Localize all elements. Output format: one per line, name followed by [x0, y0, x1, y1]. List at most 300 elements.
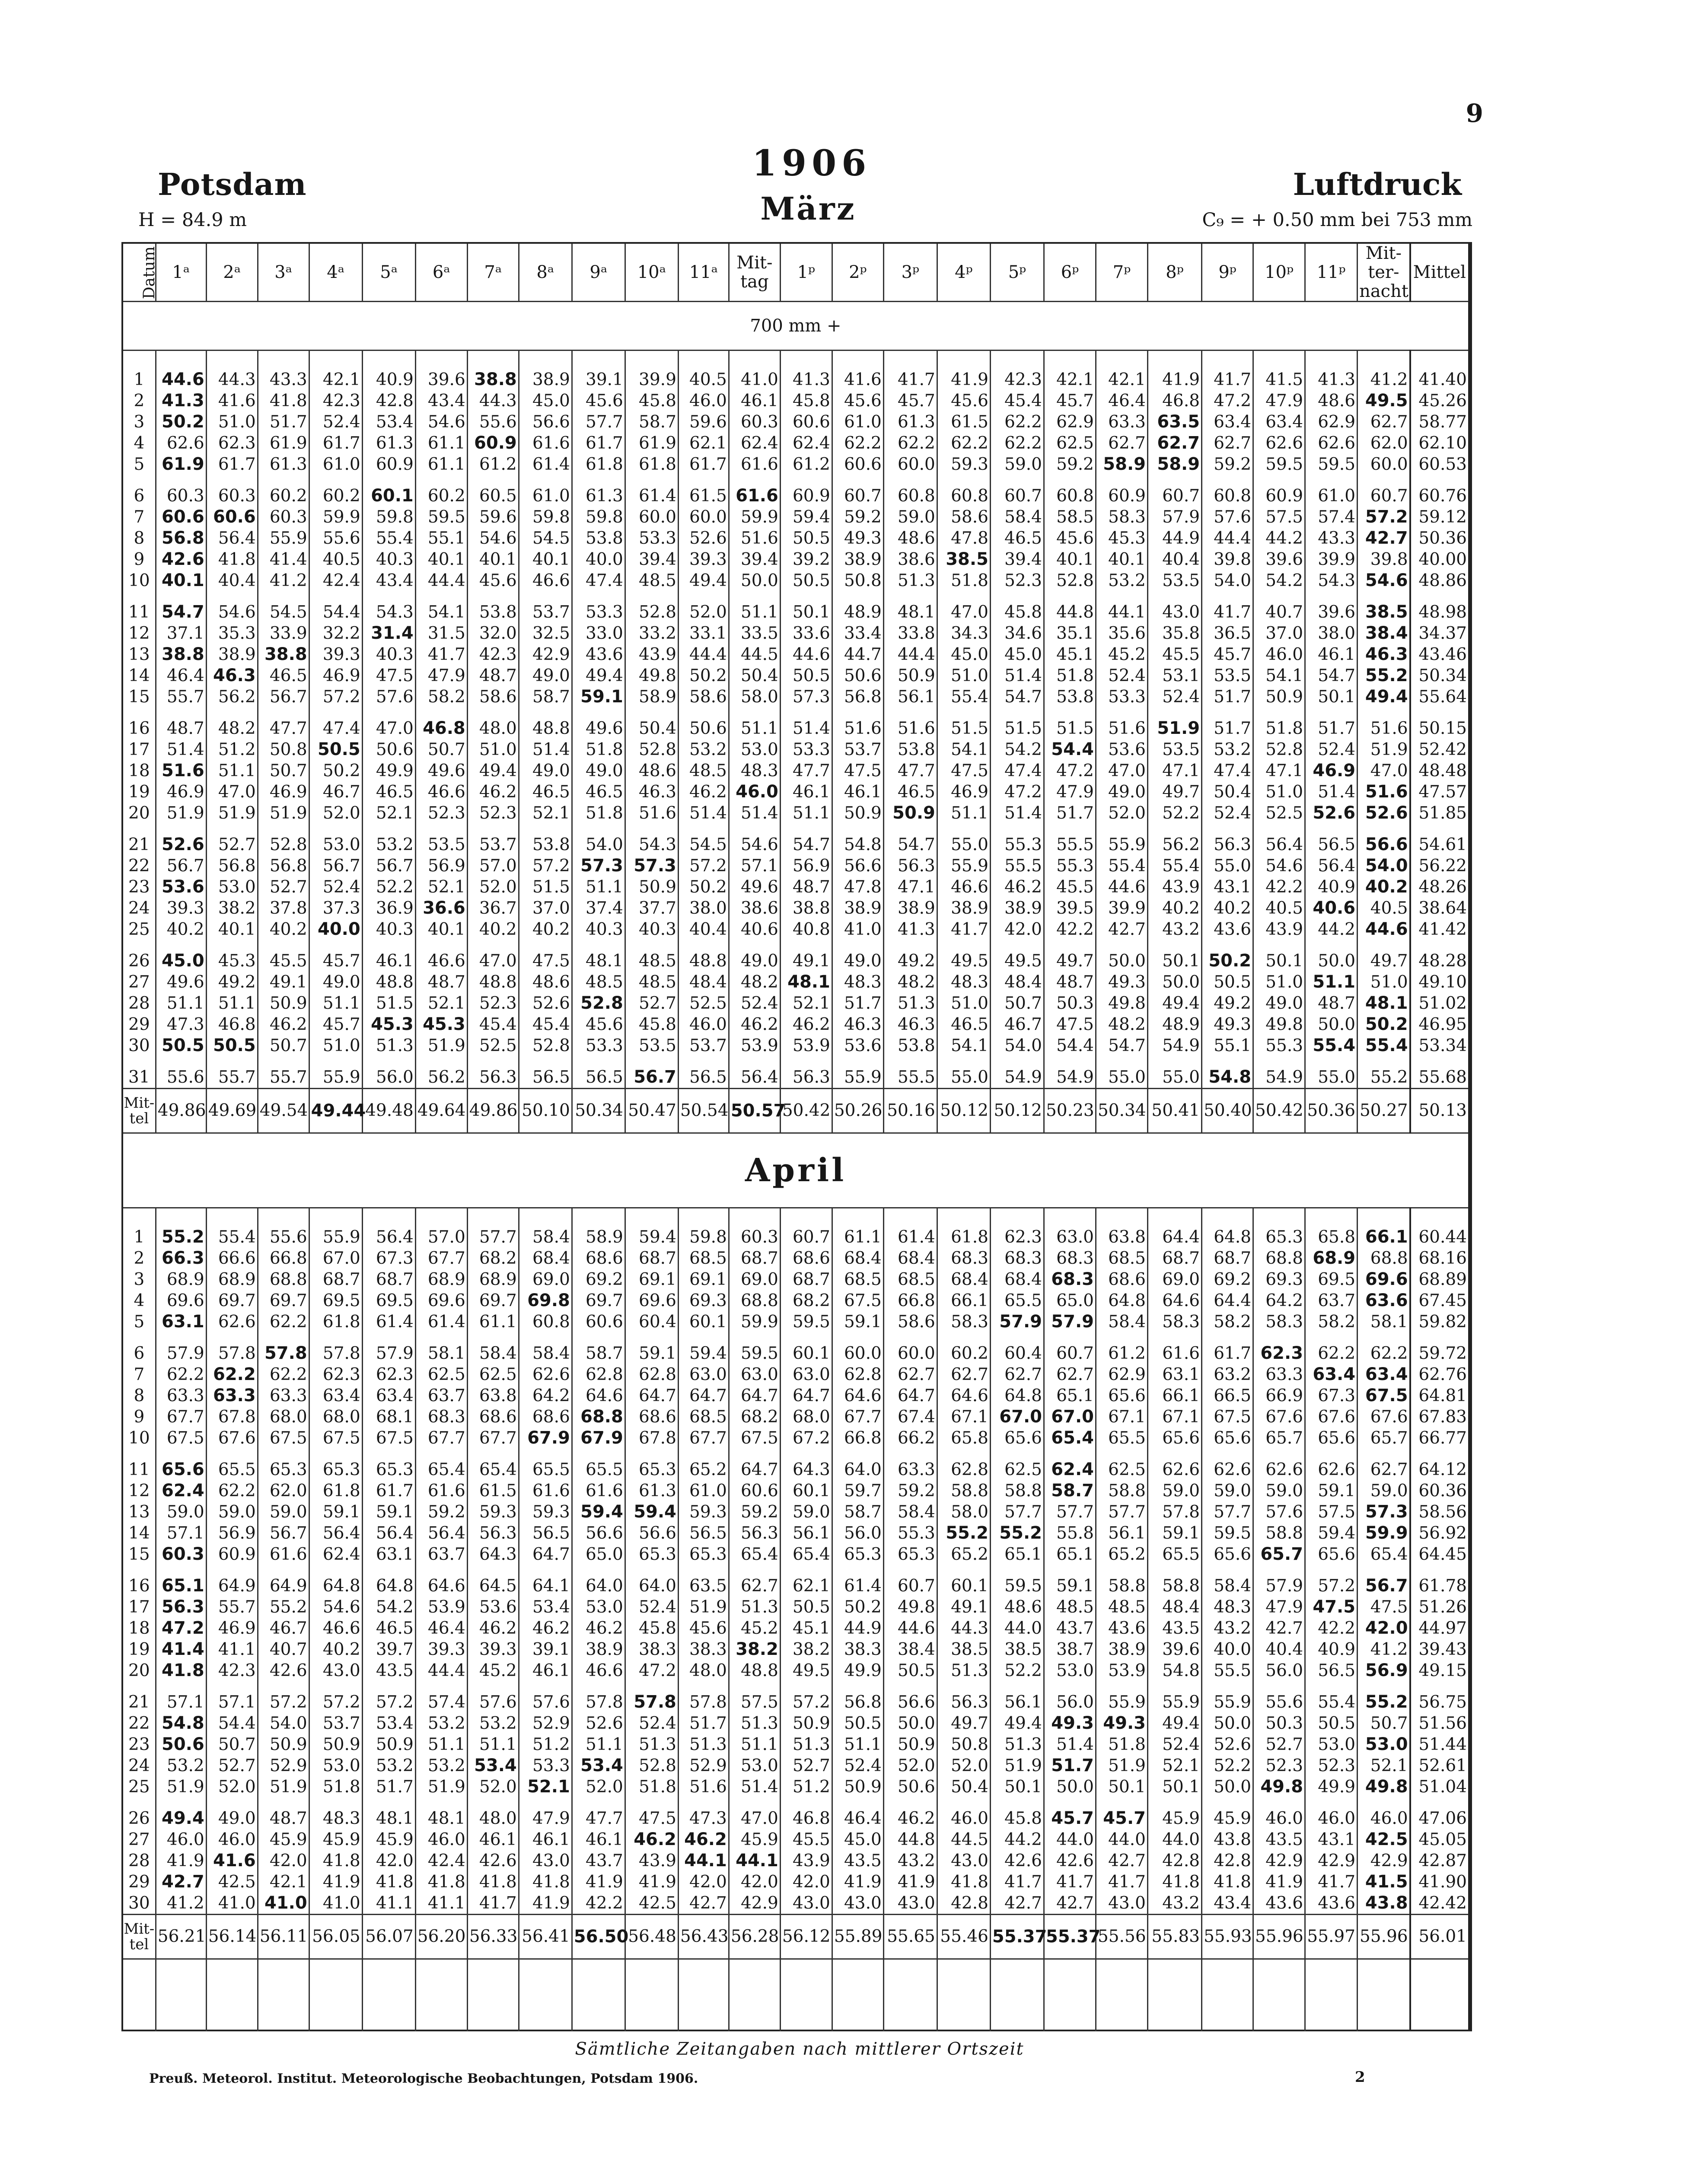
table-cell: 48.1 — [883, 602, 937, 623]
spacer-cell — [206, 1798, 258, 1808]
table-cell: 59.1 — [362, 1501, 415, 1523]
extreme-value: 52.8 — [580, 993, 623, 1013]
table-cell: 50.36 — [1410, 528, 1468, 549]
spacer-cell — [678, 1681, 729, 1692]
table-cell: 49.9 — [1305, 1776, 1357, 1798]
table-cell: 55.6 — [258, 1227, 309, 1248]
table-cell: 62.8 — [937, 1459, 990, 1480]
table-cell: 46.6 — [572, 1660, 625, 1681]
table-cell: 51.3 — [362, 1035, 415, 1056]
table-cell: 62.6 — [519, 1364, 572, 1385]
table-cell: 60.0 — [625, 507, 678, 528]
table-cell: 56.7 — [309, 855, 362, 877]
table-cell: 69.6 — [415, 1290, 467, 1311]
table-cell: 41.9 — [572, 1871, 625, 1893]
spacer-cell — [156, 1681, 206, 1692]
spacer-cell — [937, 1208, 990, 1227]
spacer-cell — [625, 1056, 678, 1067]
table-cell: 38.9 — [937, 898, 990, 919]
table-cell: 41.1 — [362, 1893, 415, 1915]
table-cell: 51.1 — [467, 1734, 519, 1755]
extreme-value: 42.5 — [1365, 1830, 1408, 1849]
table-cell: 44.4 — [415, 1660, 467, 1681]
spacer-cell — [729, 351, 780, 370]
table-cell: 50.5 — [780, 528, 832, 549]
table-cell: 52.1 — [1147, 1755, 1201, 1776]
table-cell: 39.7 — [362, 1639, 415, 1660]
spacer-cell — [780, 1056, 832, 1067]
table-cell: 56.41 — [519, 1915, 572, 1959]
spacer-cell — [258, 351, 309, 370]
table-cell: 44.0 — [1044, 1829, 1096, 1850]
table-cell: 41.8 — [519, 1871, 572, 1893]
table-cell: 52.1 — [519, 803, 572, 824]
table-cell: 35.1 — [1044, 623, 1096, 644]
spacer-cell — [519, 1332, 572, 1343]
table-cell: 68.5 — [1096, 1248, 1147, 1269]
table-cell: 57.7 — [1096, 1501, 1147, 1523]
table-cell: 26 — [128, 1808, 150, 1828]
table-cell: 43.3 — [1305, 528, 1357, 549]
table-cell: 63.5 — [678, 1575, 729, 1597]
table-cell: 68.7 — [729, 1248, 780, 1269]
table-cell: 48.8 — [362, 972, 415, 993]
table-row — [123, 1850, 1468, 1871]
table-cell: 34.6 — [990, 623, 1044, 644]
extreme-value: 59.9 — [1365, 1523, 1408, 1543]
extreme-value: 54.7 — [162, 602, 204, 622]
extreme-value: 57.8 — [264, 1343, 307, 1363]
table-row — [123, 1597, 1468, 1618]
table-cell: 53.3 — [625, 528, 678, 549]
table-cell: 53.2 — [1096, 570, 1147, 591]
table-cell: 56.3 — [883, 855, 937, 877]
table-cell: 61.1 — [415, 454, 467, 475]
spacer-cell — [309, 1449, 362, 1459]
table-cell: 54.8 — [832, 834, 883, 855]
spacer-cell — [206, 1208, 258, 1227]
table-cell: 53.4 — [519, 1597, 572, 1618]
table-cell: 55.8 — [1044, 1523, 1096, 1544]
table-cell: 56.2 — [1147, 834, 1201, 855]
table-cell: 67.7 — [678, 1428, 729, 1449]
table-cell: 53.2 — [1202, 739, 1253, 760]
table-cell: 65.4 — [415, 1459, 467, 1480]
table-cell: 52.0 — [309, 803, 362, 824]
spacer-cell — [678, 1959, 729, 2032]
spacer-cell — [1253, 1959, 1305, 2032]
table-cell: 57.8 — [206, 1343, 258, 1364]
table-cell: 50.4 — [729, 665, 780, 686]
table-cell: 49.10 — [1410, 972, 1468, 993]
table-cell: 29 — [128, 1872, 150, 1892]
table-cell: 3 — [134, 412, 145, 432]
table-cell: 59.12 — [1410, 507, 1468, 528]
extreme-value: 51.9 — [1157, 718, 1200, 738]
table-cell: 55.5 — [1202, 1660, 1253, 1681]
table-cell: 36.7 — [467, 898, 519, 919]
table-cell: 42.4 — [415, 1850, 467, 1871]
table-cell: 65.3 — [362, 1459, 415, 1480]
table-row — [123, 485, 1468, 507]
table-cell: 67.8 — [625, 1428, 678, 1449]
table-cell: 55.9 — [832, 1067, 883, 1089]
table-cell: 50.4 — [937, 1776, 990, 1798]
table-cell: 52.6 — [572, 1713, 625, 1734]
table-cell: 45.1 — [780, 1618, 832, 1639]
table-cell: 7 — [134, 507, 145, 527]
table-cell: 4 — [134, 1291, 145, 1310]
table-cell: 61.8 — [625, 454, 678, 475]
extreme-value: 44.6 — [1365, 919, 1408, 939]
spacer-cell — [729, 1565, 780, 1575]
table-cell: 45.7 — [309, 950, 362, 972]
table-cell: 56.12 — [780, 1915, 832, 1959]
table-cell: 45.8 — [990, 602, 1044, 623]
table-cell: 3 — [134, 1269, 145, 1289]
spacer-cell — [156, 1208, 206, 1227]
table-cell: 57.8 — [572, 1692, 625, 1713]
table-cell: 69.3 — [678, 1290, 729, 1311]
spacer-cell — [729, 591, 780, 602]
spacer-cell — [362, 1449, 415, 1459]
table-cell: 57.5 — [1253, 507, 1305, 528]
table-cell: 55.4 — [1305, 1692, 1357, 1713]
table-cell: 49.1 — [258, 972, 309, 993]
table-cell: 51.5 — [519, 877, 572, 898]
extreme-value: 67.5 — [1365, 1386, 1408, 1406]
table-cell: 32.0 — [467, 623, 519, 644]
extreme-value: 57.3 — [1365, 1502, 1408, 1522]
table-row — [123, 528, 1468, 549]
spacer-cell — [883, 1056, 937, 1067]
table-cell: 69.0 — [519, 1269, 572, 1290]
table-cell: 51.8 — [1096, 1734, 1147, 1755]
hour-header: 5ᵖ — [990, 244, 1044, 302]
spacer-cell — [1096, 475, 1147, 485]
table-cell: 46.5 — [990, 528, 1044, 549]
table-cell — [258, 644, 309, 665]
table-cell: 44.3 — [206, 369, 258, 390]
table-cell: 61.1 — [415, 433, 467, 454]
spacer-cell — [832, 1208, 883, 1227]
table-row — [123, 1734, 1468, 1755]
table-cell: 58.6 — [678, 686, 729, 708]
table-cell: 38.9 — [990, 898, 1044, 919]
spacer-cell — [937, 475, 990, 485]
table-cell: 68.6 — [572, 1248, 625, 1269]
table-cell: 50.1 — [990, 1776, 1044, 1798]
table-cell: 57.8 — [309, 1343, 362, 1364]
table-cell: 67.5 — [156, 1428, 206, 1449]
table-row — [123, 1269, 1468, 1290]
spacer-cell — [1410, 351, 1468, 370]
spacer-cell — [206, 1681, 258, 1692]
table-cell: 45.8 — [625, 1618, 678, 1639]
table-cell: 39.6 — [415, 369, 467, 390]
table-cell: 56.9 — [780, 855, 832, 877]
spacer-cell — [258, 475, 309, 485]
table-cell: 45.6 — [1044, 528, 1096, 549]
table-cell — [1044, 1915, 1101, 1959]
table-cell: 60.0 — [1357, 454, 1410, 475]
table-cell — [362, 485, 415, 507]
table-cell — [1357, 855, 1410, 877]
table-cell: 50.5 — [780, 1597, 832, 1618]
table-cell: 39.4 — [625, 549, 678, 570]
spacer-cell — [883, 824, 937, 834]
table-cell: 68.7 — [780, 1269, 832, 1290]
table-cell: 55.6 — [467, 411, 519, 433]
table-cell: 65.5 — [1096, 1428, 1147, 1449]
table-cell: 62.3 — [206, 433, 258, 454]
table-cell: 51.9 — [415, 1035, 467, 1056]
table-cell: 54.4 — [206, 1713, 258, 1734]
table-cell: 66.9 — [1253, 1385, 1305, 1406]
spacer-cell — [1305, 940, 1357, 950]
table-cell: 43.6 — [1096, 1618, 1147, 1639]
table-cell: 56.1 — [990, 1692, 1044, 1713]
table-cell: 58.56 — [1410, 1501, 1468, 1523]
extreme-value: 40.0 — [318, 919, 360, 939]
spacer-cell — [1044, 1565, 1096, 1575]
spacer-cell — [519, 1681, 572, 1692]
table-cell: 65.6 — [1202, 1428, 1253, 1449]
table-cell: 39.3 — [467, 1639, 519, 1660]
table-cell: 63.3 — [883, 1459, 937, 1480]
table-cell: 53.8 — [572, 528, 625, 549]
table-cell: 48.4 — [678, 972, 729, 993]
table-cell: 42.87 — [1410, 1850, 1468, 1871]
table-cell: 67.3 — [362, 1248, 415, 1269]
table-cell: 57.2 — [678, 855, 729, 877]
table-cell: 51.9 — [258, 803, 309, 824]
spacer-cell — [156, 1565, 206, 1575]
table-cell: 65.4 — [467, 1459, 519, 1480]
table-cell — [1357, 1523, 1410, 1544]
table-cell: 56.8 — [258, 855, 309, 877]
table-cell: 49.8 — [1096, 993, 1147, 1014]
table-cell — [1253, 1776, 1305, 1798]
table-cell: 57.2 — [1305, 1575, 1357, 1597]
spacer-cell — [415, 1798, 467, 1808]
table-cell: 59.9 — [309, 507, 362, 528]
table-cell: 51.9 — [678, 1597, 729, 1618]
spacer-cell — [1044, 1332, 1096, 1343]
table-cell: 48.1 — [415, 1808, 467, 1829]
table-cell: 61.6 — [519, 1480, 572, 1501]
spacer-cell — [1096, 940, 1147, 950]
spacer-cell — [1044, 1959, 1096, 2032]
unit-label: 700 mm + — [123, 302, 1468, 351]
table-cell: 51.1 — [206, 760, 258, 781]
table-cell: 60.0 — [678, 507, 729, 528]
table-cell: 43.2 — [1147, 1893, 1201, 1915]
table-cell: 59.1 — [309, 1501, 362, 1523]
table-cell: 66.6 — [206, 1248, 258, 1269]
table-cell: 45.3 — [1096, 528, 1147, 549]
table-cell: 46.5 — [258, 665, 309, 686]
spacer-cell — [678, 591, 729, 602]
table-cell — [1357, 390, 1410, 411]
spacer-cell — [156, 940, 206, 950]
table-cell: 57.0 — [415, 1227, 467, 1248]
extreme-value: 38.5 — [946, 549, 988, 569]
table-cell — [937, 549, 990, 570]
table-cell: 49.4 — [467, 760, 519, 781]
table-cell: 62.6 — [1147, 1459, 1201, 1480]
table-cell: 68.3 — [1044, 1248, 1096, 1269]
table-row — [123, 803, 1468, 824]
table-cell: 42.3 — [206, 1660, 258, 1681]
table-cell: 46.2 — [678, 781, 729, 803]
table-cell: 33.9 — [258, 623, 309, 644]
table-row — [123, 877, 1468, 898]
table-cell: 52.0 — [883, 1755, 937, 1776]
table-row — [123, 1343, 1468, 1364]
table-cell: 47.5 — [519, 950, 572, 972]
table-cell: 50.12 — [937, 1089, 990, 1133]
table-cell: 41.8 — [1147, 1871, 1201, 1893]
table-cell: 47.06 — [1410, 1808, 1468, 1829]
table-cell: 48.6 — [1305, 390, 1357, 411]
table-cell: 61.8 — [937, 1227, 990, 1248]
table-cell: 56.7 — [258, 1523, 309, 1544]
table-cell: 61.0 — [1305, 485, 1357, 507]
table-cell: 57.4 — [415, 1692, 467, 1713]
table-row — [123, 834, 1468, 855]
table-cell: 68.4 — [990, 1269, 1044, 1290]
table-cell: 68.0 — [258, 1406, 309, 1428]
table-cell: 51.9 — [156, 1776, 206, 1798]
extreme-value: 52.6 — [162, 835, 204, 854]
extreme-value: 67.0 — [999, 1407, 1042, 1427]
table-cell: 41.7 — [937, 919, 990, 940]
table-cell: 57.7 — [1202, 1501, 1253, 1523]
table-cell: 50.8 — [832, 570, 883, 591]
table-cell: 41.6 — [206, 390, 258, 411]
table-cell: 56.5 — [1305, 834, 1357, 855]
table-cell: 62.5 — [467, 1364, 519, 1385]
spacer-cell — [937, 1959, 990, 2032]
extreme-value: 42.7 — [162, 1872, 204, 1892]
spacer-cell — [467, 1449, 519, 1459]
table-cell: 54.9 — [1044, 1067, 1096, 1089]
table-cell: 38.3 — [678, 1639, 729, 1660]
spacer-cell — [1305, 824, 1357, 834]
table-cell: 62.6 — [1202, 1459, 1253, 1480]
extreme-value: 49.5 — [1365, 391, 1408, 411]
table-cell: 43.1 — [1305, 1829, 1357, 1850]
table-cell: 49.4 — [1147, 1713, 1201, 1734]
table-cell: 45.0 — [937, 644, 990, 665]
spacer-cell — [729, 1449, 780, 1459]
table-cell: 12 — [128, 1481, 150, 1501]
table-cell: 8 — [134, 528, 145, 548]
table-cell: 50.10 — [519, 1089, 572, 1133]
spacer-cell — [1202, 1208, 1253, 1227]
table-cell: 46.7 — [258, 1618, 309, 1639]
table-cell: 41.3 — [1305, 369, 1357, 390]
spacer-cell — [780, 351, 832, 370]
table-cell: 52.0 — [572, 1776, 625, 1798]
table-cell: 53.3 — [780, 739, 832, 760]
table-cell: 47.0 — [467, 950, 519, 972]
table-cell: 64.5 — [467, 1575, 519, 1597]
table-cell: 62.1 — [678, 433, 729, 454]
table-cell: 45.8 — [990, 1808, 1044, 1829]
spacer-cell — [362, 475, 415, 485]
spacer-cell — [1253, 940, 1305, 950]
table-cell: 50.6 — [678, 718, 729, 739]
table-cell: 62.9 — [1305, 411, 1357, 433]
table-cell: 37.7 — [625, 898, 678, 919]
table-cell: 57.0 — [467, 855, 519, 877]
spacer-cell — [1147, 824, 1201, 834]
table-cell: 54.4 — [1044, 1035, 1096, 1056]
table-cell: 41.0 — [832, 919, 883, 940]
extreme-value: 67.9 — [580, 1428, 623, 1448]
table-cell: 68.5 — [678, 1406, 729, 1428]
table-cell: 60.44 — [1410, 1227, 1468, 1248]
table-cell: 47.5 — [937, 760, 990, 781]
table-cell — [362, 623, 415, 644]
spacer-cell — [362, 1332, 415, 1343]
spacer-cell — [990, 1449, 1044, 1459]
table-cell: 55.9 — [1096, 1692, 1147, 1713]
table-cell: 42.7 — [1253, 1618, 1305, 1639]
table-cell — [1357, 1385, 1410, 1406]
table-cell: 48.4 — [1147, 1597, 1201, 1618]
spacer-cell — [258, 1208, 309, 1227]
table-cell: 46.9 — [258, 781, 309, 803]
table-cell: 50.0 — [1147, 972, 1201, 993]
table-cell: 57.2 — [780, 1692, 832, 1713]
table-cell: 55.97 — [1305, 1915, 1357, 1959]
table-cell: 41.6 — [832, 369, 883, 390]
table-cell: 52.8 — [519, 1035, 572, 1056]
table-row — [123, 1808, 1468, 1829]
table-cell: 45.1 — [1044, 644, 1096, 665]
table-cell: 41.9 — [156, 1850, 206, 1871]
table-cell: 50.7 — [206, 1734, 258, 1755]
table-row — [123, 1428, 1468, 1449]
spacer-cell — [729, 940, 780, 950]
spacer-cell — [1147, 1798, 1201, 1808]
table-cell: 41.9 — [832, 1871, 883, 1893]
table-cell: 42.2 — [1305, 1618, 1357, 1639]
extreme-value: 55.2 — [1365, 1692, 1408, 1712]
table-cell: 50.4 — [625, 718, 678, 739]
table-cell: 58.4 — [883, 1501, 937, 1523]
table-cell: 51.1 — [832, 1734, 883, 1755]
table-cell: 27 — [128, 972, 150, 992]
table-cell — [572, 1501, 625, 1523]
table-cell — [572, 1406, 625, 1428]
spacer-cell — [1044, 1798, 1096, 1808]
table-cell — [990, 1406, 1044, 1428]
table-cell: 65.4 — [729, 1544, 780, 1565]
table-cell: 64.4 — [1147, 1227, 1201, 1248]
table-cell: 65.2 — [937, 1544, 990, 1565]
spacer-cell — [1305, 1208, 1357, 1227]
table-cell: 39.9 — [1096, 898, 1147, 919]
spacer-cell — [780, 1959, 832, 2032]
table-cell: 46.1 — [780, 781, 832, 803]
spacer-cell — [1357, 351, 1410, 370]
table-cell: 52.5 — [678, 993, 729, 1014]
table-cell: 17 — [128, 1597, 150, 1617]
